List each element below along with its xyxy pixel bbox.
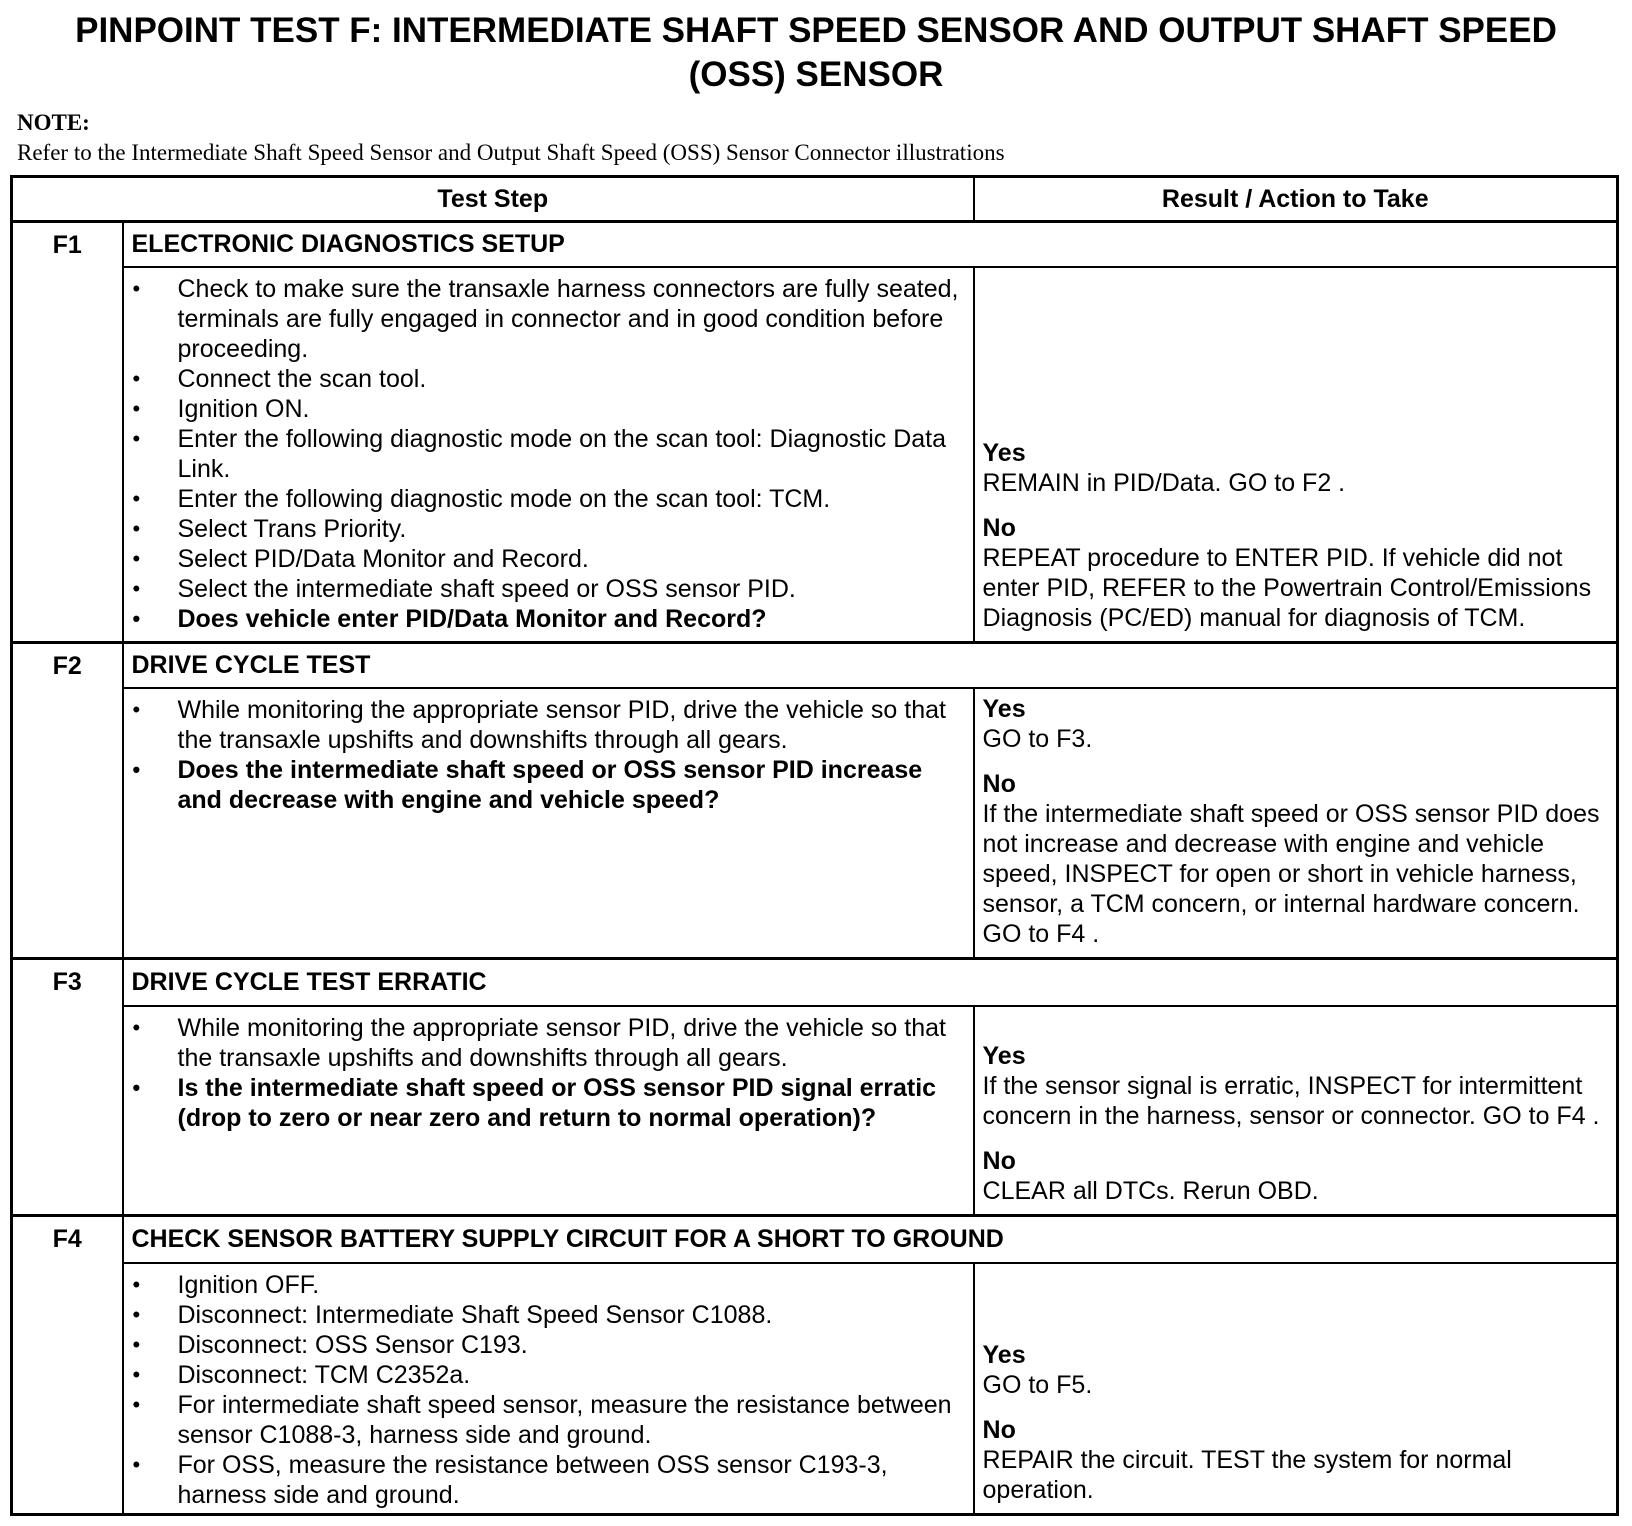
- note-text: Refer to the Intermediate Shaft Speed Sensor and Output Shaft Speed (OSS) Sensor Connector illustrations: [17, 140, 1005, 165]
- result-no-text: CLEAR all DTCs. Rerun OBD.: [982, 1177, 1319, 1205]
- step-title: CHECK SENSOR BATTERY SUPPLY CIRCUIT FOR A SHORT TO GROUND: [123, 1216, 1618, 1263]
- bullet-item: • Ignition ON.: [124, 394, 969, 424]
- bullet-item: • Disconnect: TCM C2352a.: [124, 1360, 969, 1390]
- bullet-item: • Disconnect: Intermediate Shaft Speed Sensor C1088.: [124, 1300, 969, 1330]
- bullet-item: • While monitoring the appropriate sensor PID, drive the vehicle so that the transaxle upshifts and downshifts through all gears.: [124, 695, 969, 755]
- result-no-text: If the intermediate shaft speed or OSS sensor PID does not increase and decrease with engine and vehicle speed, INSPECT for open or short in vehicle harness, sensor, a TCM concern, or internal hardware concern. GO to F4 .: [982, 800, 1600, 948]
- bullet-item: • Select Trans Priority.: [124, 514, 969, 544]
- result-no: [983, 1146, 1611, 1206]
- bullet-item: • For intermediate shaft speed sensor, measure the resistance between sensor C1088-3, harness side and ground.: [124, 1390, 969, 1450]
- result-yes: [983, 1041, 1611, 1131]
- bullet-question: • Does vehicle enter PID/Data Monitor and Record?: [124, 604, 969, 634]
- test-step-cell: [123, 267, 974, 643]
- bullet-item: • For OSS, measure the resistance between OSS sensor C193-3, harness side and ground.: [124, 1450, 969, 1510]
- result-no-label: No: [982, 1147, 1016, 1175]
- bullet-item: • Check to make sure the transaxle harness connectors are fully seated, terminals are fully engaged in connector and in good condition before proceeding.: [124, 274, 969, 364]
- bullet-item: • Enter the following diagnostic mode on the scan tool: Diagnostic Data Link.: [124, 424, 969, 484]
- bullet-item: • Connect the scan tool.: [124, 364, 969, 394]
- step-id: F1: [12, 222, 123, 643]
- result-yes-label: Yes: [982, 695, 1026, 723]
- result-yes-label: Yes: [982, 1042, 1026, 1070]
- result-no-label: No: [982, 770, 1016, 798]
- result-no: [983, 1415, 1611, 1505]
- step-id: F2: [12, 643, 123, 959]
- result-yes: [983, 438, 1611, 498]
- header-test-step: Test Step: [12, 177, 974, 222]
- pinpoint-test-table: [10, 175, 1619, 1516]
- bullet-item: • Ignition OFF.: [124, 1270, 969, 1300]
- step-title: ELECTRONIC DIAGNOSTICS SETUP: [123, 222, 1618, 267]
- step-body-row: [12, 1006, 1618, 1216]
- result-cell: [974, 688, 1618, 959]
- step-body-row: [12, 267, 1618, 643]
- result-yes-text: GO to F3.: [982, 725, 1093, 753]
- table-header-row: [12, 177, 1618, 222]
- note: [17, 108, 1005, 168]
- result-yes-text: REMAIN in PID/Data. GO to F2 .: [982, 469, 1346, 497]
- result-no-label: No: [982, 1416, 1016, 1444]
- step-title-row: [12, 1216, 1618, 1263]
- note-label: NOTE:: [17, 110, 90, 135]
- result-no-text: REPEAT procedure to ENTER PID. If vehicle did not enter PID, REFER to the Powertrain Control/Emissions Diagnosis (PC/ED) manual for diagnosis of TCM.: [982, 544, 1592, 632]
- step-id: F3: [12, 959, 123, 1216]
- step-body-row: [12, 688, 1618, 959]
- bullet-item: • Select the intermediate shaft speed or OSS sensor PID.: [124, 574, 969, 604]
- result-yes-label: Yes: [982, 1341, 1026, 1369]
- page-title-line-2: (OSS) SENSOR: [688, 55, 944, 94]
- step-title-row: [12, 643, 1618, 688]
- test-step-cell: [123, 1263, 974, 1515]
- page-title-line-1: PINPOINT TEST F: INTERMEDIATE SHAFT SPEED SENSOR AND OUTPUT SHAFT SPEED: [75, 11, 1557, 50]
- step-title-row: [12, 222, 1618, 267]
- bullet-question: • Does the intermediate shaft speed or OSS sensor PID increase and decrease with engine and vehicle speed?: [124, 755, 969, 815]
- result-yes-label: Yes: [982, 439, 1026, 467]
- step-title: DRIVE CYCLE TEST: [123, 643, 1618, 688]
- result-yes-text: GO to F5.: [982, 1371, 1093, 1399]
- bullet-item: • While monitoring the appropriate sensor PID, drive the vehicle so that the transaxle upshifts and downshifts through all gears.: [124, 1013, 969, 1073]
- test-step-cell: [123, 688, 974, 959]
- bullet-question: • Is the intermediate shaft speed or OSS sensor PID signal erratic (drop to zero or near zero and return to normal operation)?: [124, 1073, 969, 1133]
- step-title-row: [12, 959, 1618, 1006]
- step-title: DRIVE CYCLE TEST ERRATIC: [123, 959, 1618, 1006]
- result-no: [983, 769, 1611, 949]
- step-body-row: [12, 1263, 1618, 1515]
- result-yes: [983, 1340, 1611, 1400]
- result-no-label: No: [982, 514, 1016, 542]
- test-step-cell: [123, 1006, 974, 1216]
- result-no-text: REPAIR the circuit. TEST the system for normal operation.: [982, 1446, 1512, 1504]
- result-cell: [974, 1263, 1618, 1515]
- header-result-action: Result / Action to Take: [974, 177, 1618, 222]
- result-yes: [983, 694, 1611, 754]
- page-title: [0, 9, 1632, 97]
- result-cell: [974, 267, 1618, 643]
- result-no: [983, 513, 1611, 633]
- result-cell: [974, 1006, 1618, 1216]
- bullet-item: • Disconnect: OSS Sensor C193.: [124, 1330, 969, 1360]
- step-id: F4: [12, 1216, 123, 1515]
- bullet-item: • Select PID/Data Monitor and Record.: [124, 544, 969, 574]
- bullet-item: • Enter the following diagnostic mode on the scan tool: TCM.: [124, 484, 969, 514]
- result-yes-text: If the sensor signal is erratic, INSPECT for intermittent concern in the harness, sensor or connector. GO to F4 .: [982, 1072, 1600, 1130]
